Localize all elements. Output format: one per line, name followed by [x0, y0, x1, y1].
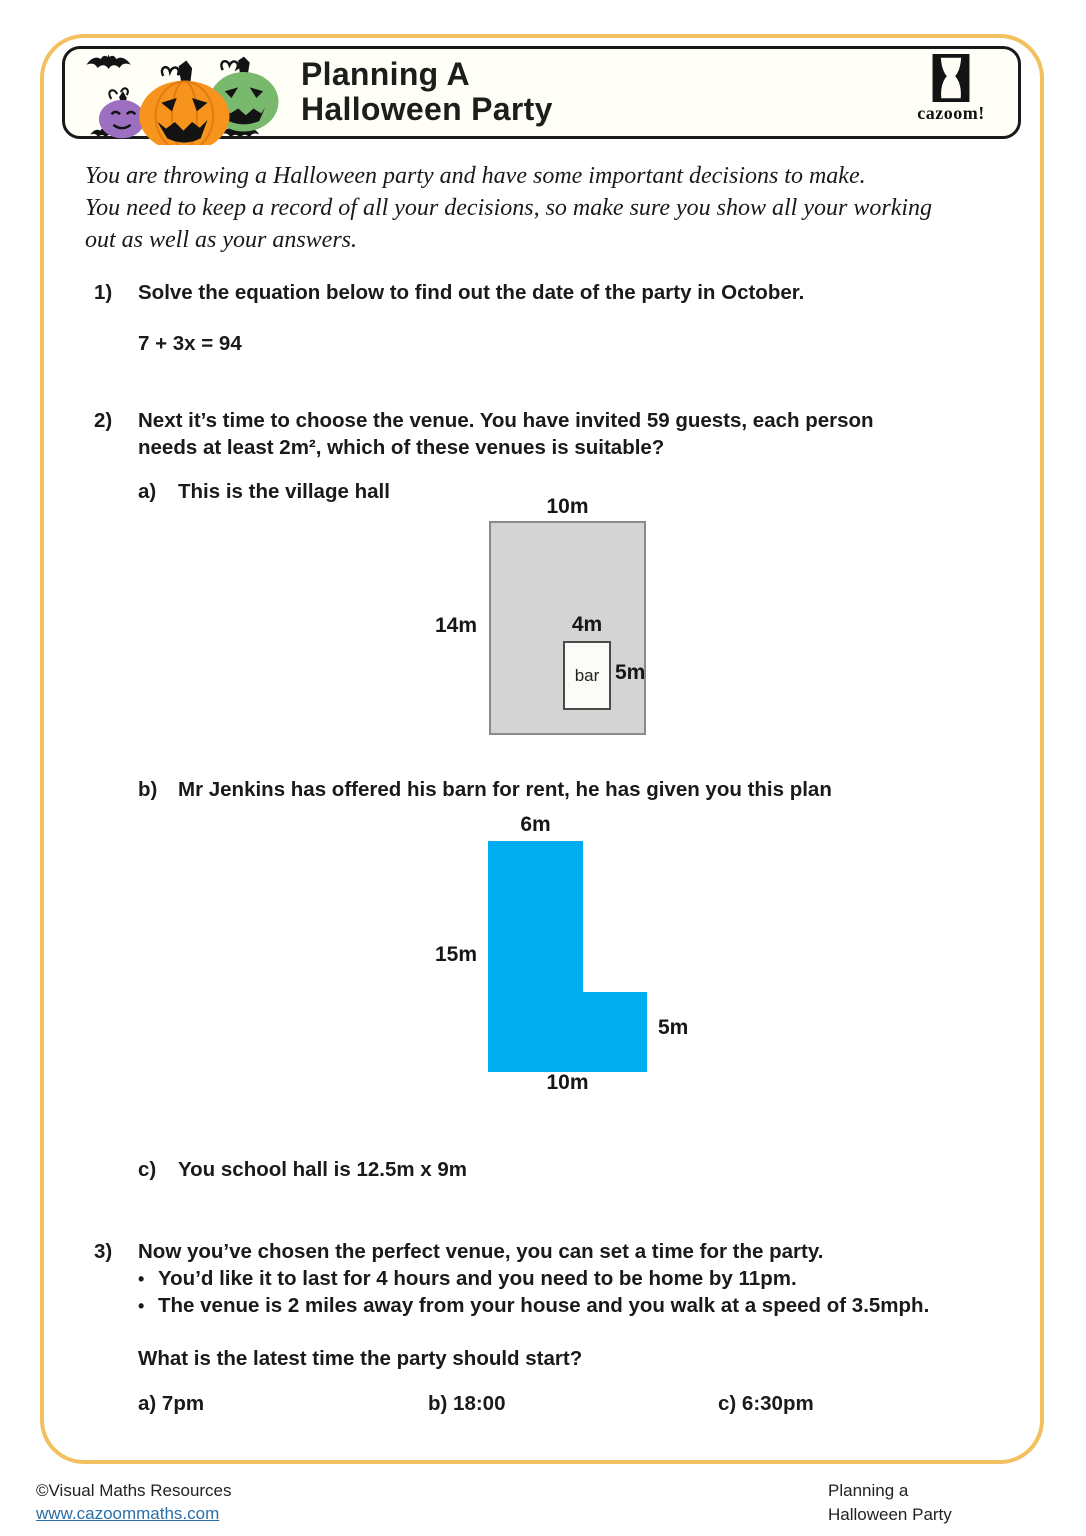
question-3-number: 3) [94, 1240, 113, 1263]
barn-top-dimension: 6m [520, 813, 551, 836]
bar-right-dimension: 5m [615, 661, 646, 684]
question-3-bullet-1-text: You’d like it to last for 4 hours and you need to be home by 11pm. [158, 1267, 797, 1290]
question-3-bullet-2-text: The venue is 2 miles away from your house and you walk at a speed of 3.5mph. [158, 1294, 930, 1317]
orange-pumpkin [139, 61, 229, 145]
bullet-icon: • [138, 1269, 145, 1289]
footer-copyright: ©Visual Maths Resources [36, 1481, 232, 1500]
barn-plan [488, 841, 647, 1072]
footer-website-link[interactable]: www.cazoommaths.com [36, 1504, 220, 1523]
cazoom-glass-icon [932, 54, 970, 102]
question-3-text: Now you’ve chosen the perfect venue, you can set a time for the party. [138, 1240, 824, 1263]
title-line-1: Planning A [301, 56, 470, 92]
footer-document-name [828, 1479, 952, 1527]
question-2a-label: a) [138, 480, 157, 503]
question-2-text-line-2: needs at least 2m², which of these venues is suitable? [138, 436, 665, 459]
question-2a [138, 478, 390, 505]
barn-left-dimension: 15m [434, 943, 477, 966]
answer-option-a: a) 7pm [138, 1392, 205, 1415]
bar-area [563, 641, 611, 710]
question-2c-label: c) [138, 1158, 157, 1181]
question-1-text: Solve the equation below to find out the date of the party in October. [138, 281, 805, 304]
answer-option-b: b) 18:00 [428, 1392, 506, 1415]
purple-pumpkin [99, 88, 145, 138]
hall-left-dimension: 14m [434, 614, 477, 637]
footer-doc-line-2: Halloween Party [828, 1505, 952, 1524]
intro-paragraph [85, 160, 985, 256]
bullet-icon: • [138, 1296, 145, 1316]
question-2-text-line-1: Next it’s time to choose the venue. You have invited 59 guests, each person [138, 409, 874, 432]
barn-bottom-dimension: 10m [546, 1071, 589, 1094]
bar-label: bar [574, 665, 600, 685]
question-2c-text: You school hall is 12.5m x 9m [178, 1158, 468, 1181]
question-2c [138, 1156, 467, 1183]
bat-icon [86, 55, 130, 69]
barn-right-dimension: 5m [658, 1016, 689, 1039]
question-2-number: 2) [94, 409, 113, 432]
question-3-bullet-2 [138, 1292, 929, 1320]
question-2a-text: This is the village hall [178, 480, 390, 503]
answer-option-c: c) 6:30pm [718, 1392, 814, 1415]
question-3 [94, 1238, 823, 1265]
cazoom-logo [901, 54, 1001, 124]
intro-line-1: You are throwing a Halloween party and have some important decisions to make. [85, 163, 866, 189]
intro-line-2: You need to keep a record of all your decisions, so make sure you show all your working [85, 195, 933, 221]
cazoom-logo-text: cazoom! [917, 103, 985, 123]
question-2b [138, 776, 832, 803]
question-1 [94, 279, 804, 306]
question-2b-label: b) [138, 778, 158, 801]
intro-line-3: out as well as your answers. [85, 227, 358, 253]
question-1-equation: 7 + 3x = 94 [138, 332, 242, 355]
title-line-2: Halloween Party [301, 91, 553, 127]
question-2 [94, 407, 978, 461]
footer-credits [36, 1479, 232, 1525]
question-2b-text: Mr Jenkins has offered his barn for rent, he has given you this plan [178, 778, 832, 801]
hall-top-dimension: 10m [546, 495, 589, 518]
bar-top-dimension: 4m [571, 613, 603, 636]
question-1-number: 1) [94, 281, 113, 304]
question-3-bullet-1 [138, 1265, 797, 1293]
halloween-pumpkins-bats-illustration [76, 49, 288, 145]
worksheet-title [301, 57, 553, 127]
question-3-prompt: What is the latest time the party should start? [138, 1347, 583, 1370]
footer-doc-line-1: Planning a [828, 1481, 909, 1500]
